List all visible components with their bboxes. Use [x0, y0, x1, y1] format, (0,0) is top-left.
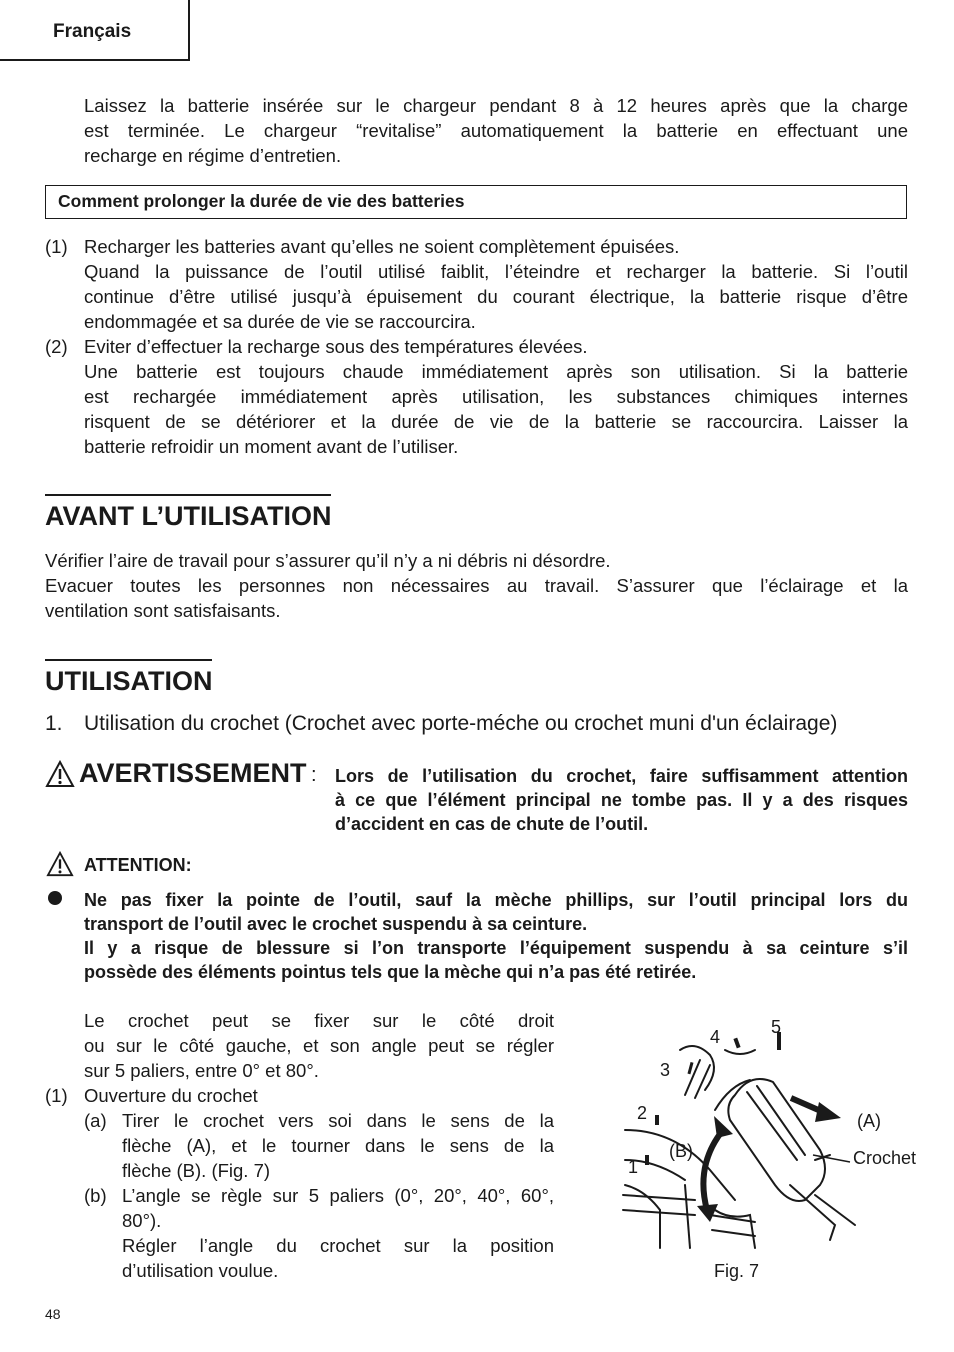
fig-label-b: (B) — [669, 1141, 693, 1161]
arrow-b — [697, 1116, 733, 1222]
sub-item-title: Ouverture du crochet — [84, 1085, 258, 1106]
battery-item-line: batterie refroidir un moment avant de l’utiliser. — [84, 436, 459, 457]
sub-item-letter: (b) — [84, 1185, 107, 1206]
warning-icon — [45, 760, 75, 793]
battery-item-line: Quand la puissance de l’outil utilisé faiblit, l’éteindre et recharger la batterie. Si l’outil — [84, 261, 908, 282]
warning-line: d’accident en cas de chute de l’outil. — [335, 814, 649, 834]
battery-item-line: continue d’être utilisé jusqu’à épuisement du courant électrique, la batterie risque d’être — [84, 286, 908, 307]
sub-item-a-line: flèche (A), et le tourner dans le sens de la — [122, 1135, 554, 1156]
warning-line: Lors de l’utilisation du crochet, faire suffisamment attention — [335, 766, 908, 786]
sub-item-number: (1) — [45, 1085, 68, 1106]
intro-line: recharge en régime d’entretien. — [84, 145, 342, 166]
item-number: (1) — [45, 236, 68, 257]
hook-description-line: ou sur le côté gauche, et son angle peut se régler — [84, 1035, 554, 1056]
section-heading-avant: AVANT L’UTILISATION — [45, 494, 331, 533]
hook-description — [84, 1008, 554, 1083]
fig-label-crochet: Crochet — [853, 1148, 917, 1168]
warning-text — [335, 764, 908, 836]
warning-colon: : — [311, 764, 317, 786]
language-tab — [0, 0, 190, 61]
avant-line: ventilation sont satisfaisants. — [45, 600, 281, 621]
sub-item-letter: (a) — [84, 1110, 107, 1131]
sub-item-a-line: Tirer le crochet vers soi dans le sens de la — [122, 1110, 554, 1131]
intro-paragraph — [84, 93, 908, 168]
fig-label-2: 2 — [637, 1103, 648, 1123]
language-label: Français — [53, 21, 132, 42]
fig-label-1: 1 — [628, 1157, 639, 1177]
battery-item-line: Eviter d’effectuer la recharge sous des températures élevées. — [84, 336, 588, 357]
warning-line: à ce que l’élément principal ne tombe pas. Il y a des risques — [335, 790, 908, 810]
attention-line: transport de l’outil avec le crochet suspendu à sa ceinture. — [84, 914, 588, 934]
item-number: (2) — [45, 336, 68, 357]
battery-tips-title: Comment prolonger la durée de vie des batteries — [58, 191, 465, 211]
hook-description-line: Le crochet peut se fixer sur le côté droit — [84, 1010, 554, 1031]
attention-line: possède des éléments pointus tels que la mèche qui n’a pas été retirée. — [84, 962, 697, 982]
fig-label-3: 3 — [660, 1060, 671, 1080]
sub-item-b-line: 80°). — [122, 1210, 162, 1231]
attention-title: ATTENTION: — [84, 855, 192, 875]
attention-text — [84, 888, 908, 984]
fig-label-4: 4 — [710, 1027, 721, 1047]
utilisation-item-title: Utilisation du crochet (Crochet avec porte-méche ou crochet muni d'un éclairage) — [84, 712, 838, 735]
battery-tips-box — [45, 185, 907, 219]
battery-item-line: Recharger les batteries avant qu’elles ne soient complètement épuisées. — [84, 236, 680, 257]
hook-description-line: sur 5 paliers, entre 0° et 80°. — [84, 1060, 319, 1081]
figure-caption: Fig. 7 — [714, 1261, 760, 1281]
utilisation-item-number: 1. — [45, 712, 63, 735]
attention-line: Il y a risque de blessure si l’on transporte l’équipement suspendu à sa ceinture s’il — [84, 938, 908, 958]
page-number: 48 — [45, 1306, 61, 1322]
hook-illustration — [615, 1010, 935, 1255]
battery-item-1 — [84, 234, 908, 334]
intro-line: est terminée. Le chargeur “revitalise” automatiquement la batterie en effectuant une — [84, 120, 908, 141]
battery-item-line: Une batterie est toujours chaude immédiatement après son utilisation. Si la batterie — [84, 361, 908, 382]
avant-paragraph — [45, 548, 908, 623]
bullet-icon — [48, 891, 62, 905]
fig-label-a: (A) — [857, 1111, 881, 1131]
warning-title: AVERTISSEMENT — [79, 758, 307, 788]
sub-item-b-line: Régler l’angle du crochet sur la position — [122, 1235, 554, 1256]
fig-label-5: 5 — [771, 1017, 782, 1037]
section-heading-utilisation: UTILISATION — [45, 659, 212, 698]
sub-item-a — [122, 1108, 554, 1183]
sub-item-b — [122, 1183, 554, 1283]
sub-item-b-line: L’angle se règle sur 5 paliers (0°, 20°, 40°, 60°, — [122, 1185, 554, 1206]
sub-item-a-line: flèche (B). (Fig. 7) — [122, 1160, 271, 1181]
sub-item-b-line: d’utilisation voulue. — [122, 1260, 279, 1281]
battery-item-2 — [84, 334, 908, 459]
avant-line: Vérifier l’aire de travail pour s’assurer qu’il n’y a ni débris ni désordre. — [45, 550, 611, 571]
avant-line: Evacuer toutes les personnes non nécessaires au travail. S’assurer que l’éclairage et la — [45, 575, 908, 596]
battery-item-line: est rechargée immédiatement après utilisation, les substances chimiques internes — [84, 386, 908, 407]
battery-item-line: risquent de se détériorer et la durée de vie de la batterie se raccourcira. Laisser la — [84, 411, 908, 432]
attention-line: Ne pas fixer la pointe de l’outil, sauf la mèche phillips, sur l’outil principal lors du — [84, 890, 908, 910]
figure-7 — [615, 1010, 935, 1281]
intro-line: Laissez la batterie insérée sur le chargeur pendant 8 à 12 heures après que la charge — [84, 95, 908, 116]
attention-icon — [46, 851, 74, 882]
battery-item-line: endommagée et sa durée de vie se raccourcira. — [84, 311, 476, 332]
